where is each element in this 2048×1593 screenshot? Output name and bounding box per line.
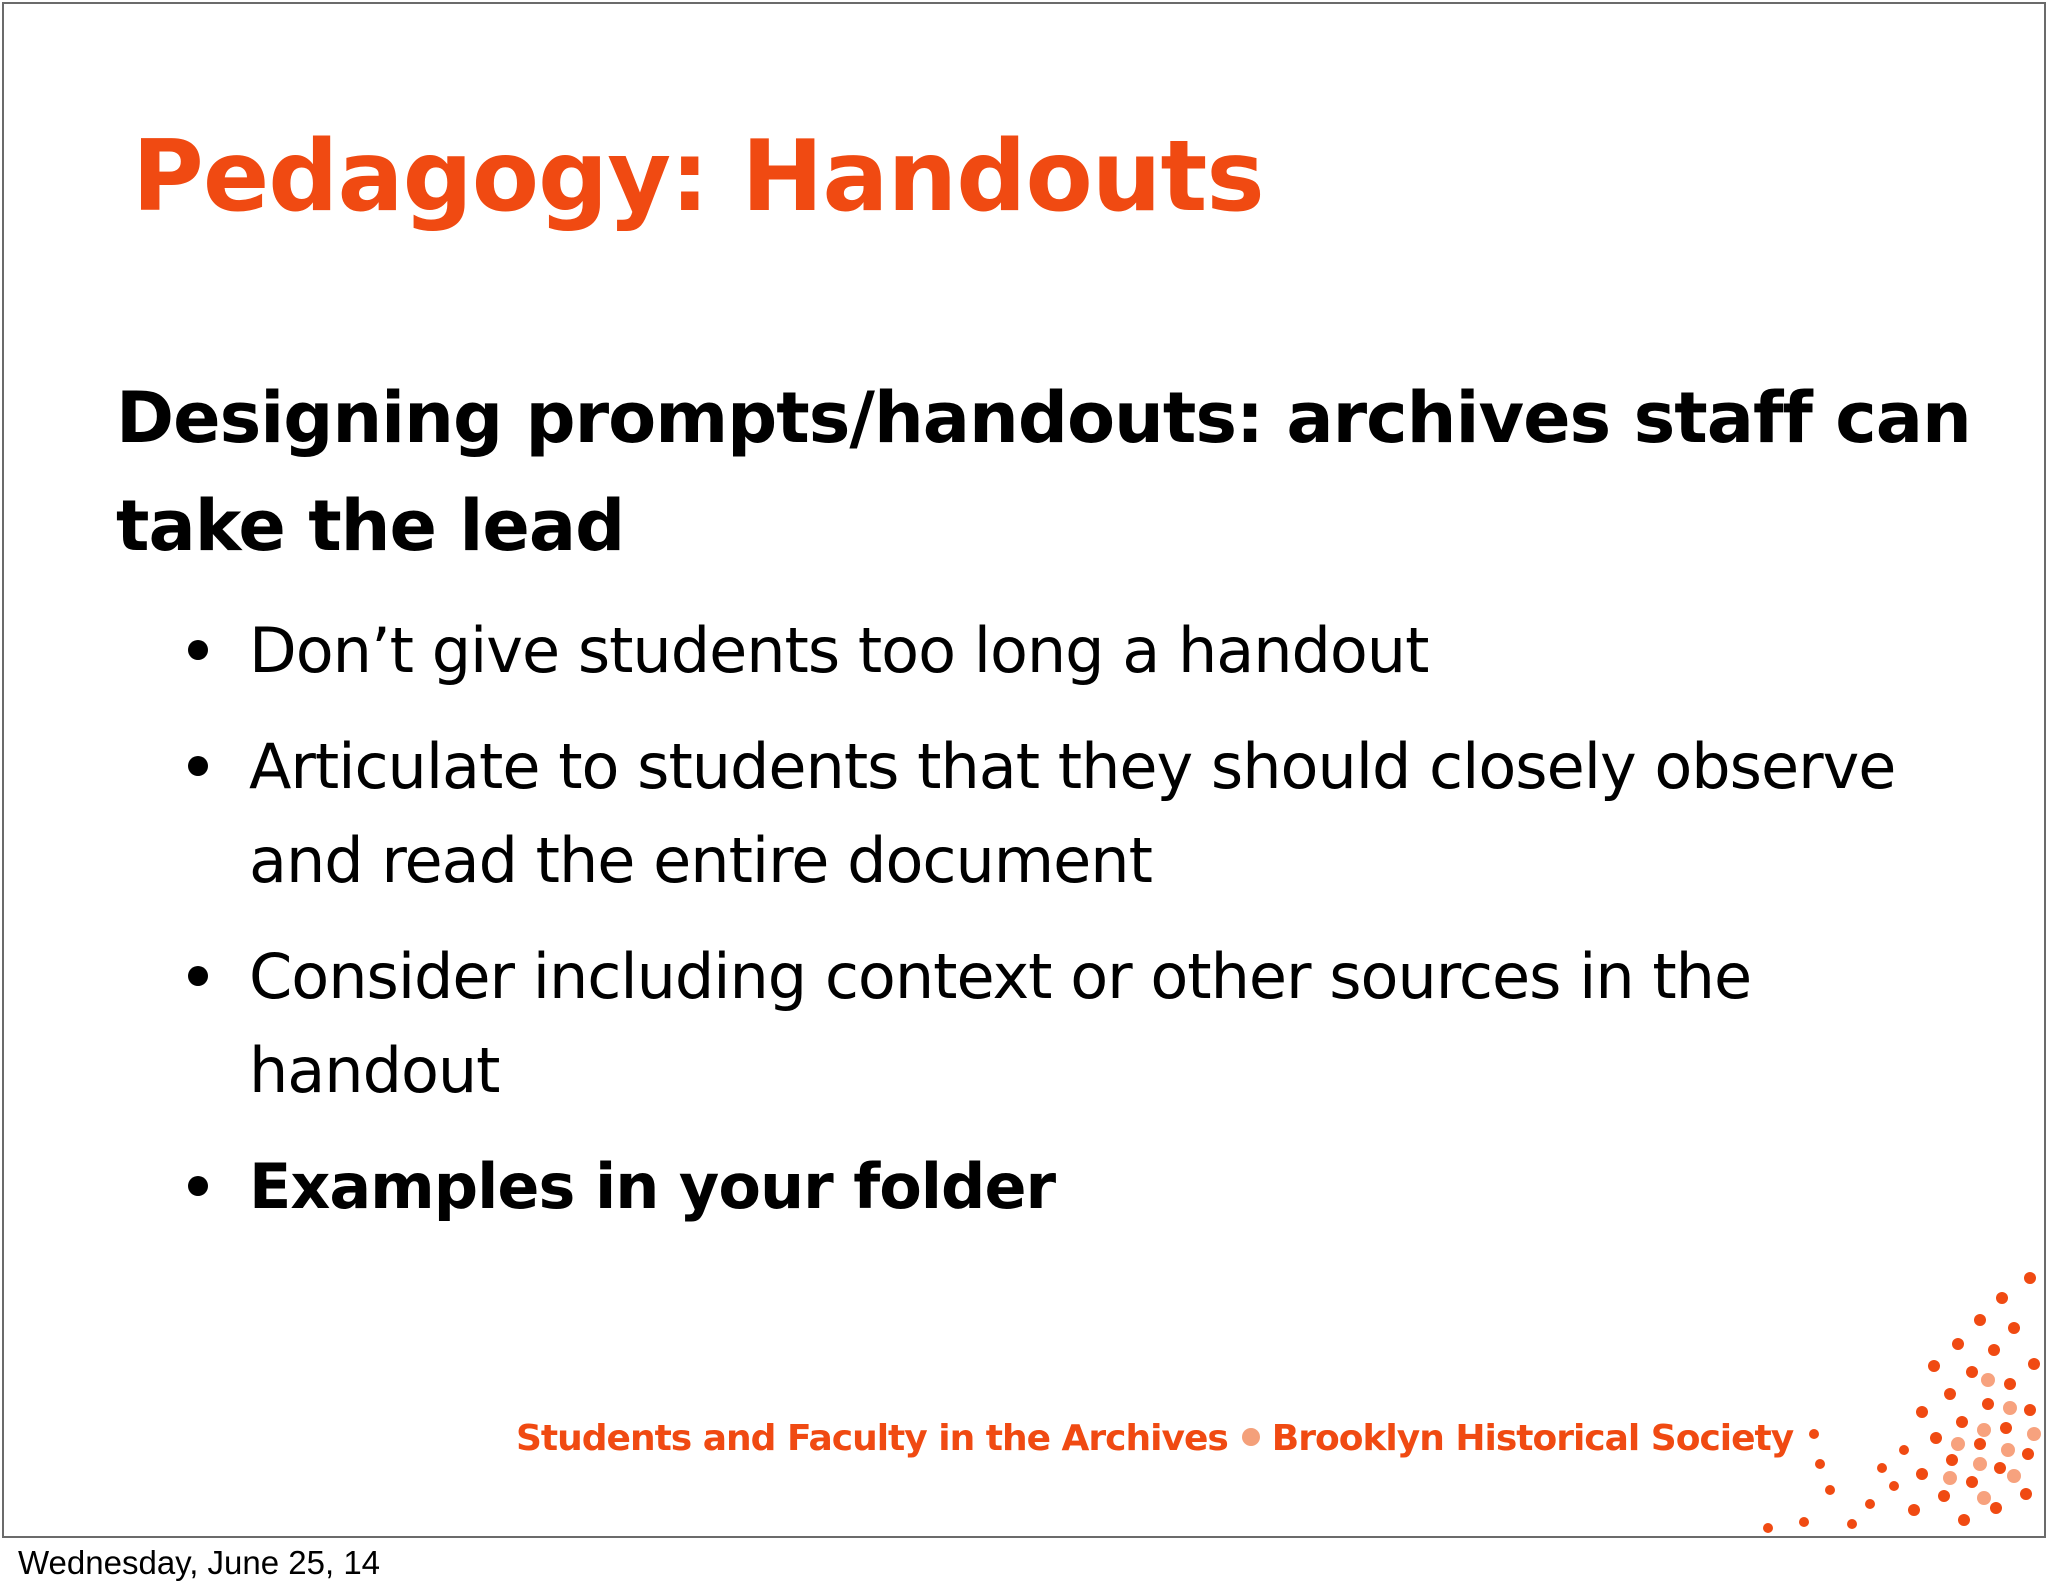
orange-dot-burst-logo-icon xyxy=(1744,1254,2046,1538)
slide xyxy=(2,2,2046,1538)
bullet-dot-icon xyxy=(188,756,208,776)
bullet-dot-icon xyxy=(188,966,208,986)
footer-separator-dot-icon xyxy=(1242,1428,1260,1446)
footer-organization-name: Brooklyn Historical Society xyxy=(1271,1418,1794,1459)
footer-program-name: Students and Faculty in the Archives xyxy=(516,1418,1228,1459)
bullet-list xyxy=(182,604,1972,1256)
bullet-text: Consider including context or other sources in the handout xyxy=(249,940,1752,1107)
slide-subheading: Designing prompts/handouts: archives staff can take the lead xyxy=(116,377,1971,567)
bullet-dot-icon xyxy=(188,1176,208,1196)
bullet-text: Articulate to students that they should closely observe and read the entire document xyxy=(249,730,1896,897)
bullet-item xyxy=(182,1140,1972,1234)
bullet-text: Don’t give students too long a handout xyxy=(249,614,1429,687)
slide-title: Pedagogy: Handouts xyxy=(132,120,1264,234)
slide-date-caption: Wednesday, June 25, 14 xyxy=(18,1544,381,1581)
slide-footer xyxy=(516,1414,1793,1464)
bullet-item xyxy=(182,604,1972,698)
bullet-text: Examples in your folder xyxy=(249,1150,1056,1223)
bullet-item xyxy=(182,720,1972,908)
bullet-dot-icon xyxy=(188,640,208,660)
bullet-item xyxy=(182,930,1972,1118)
